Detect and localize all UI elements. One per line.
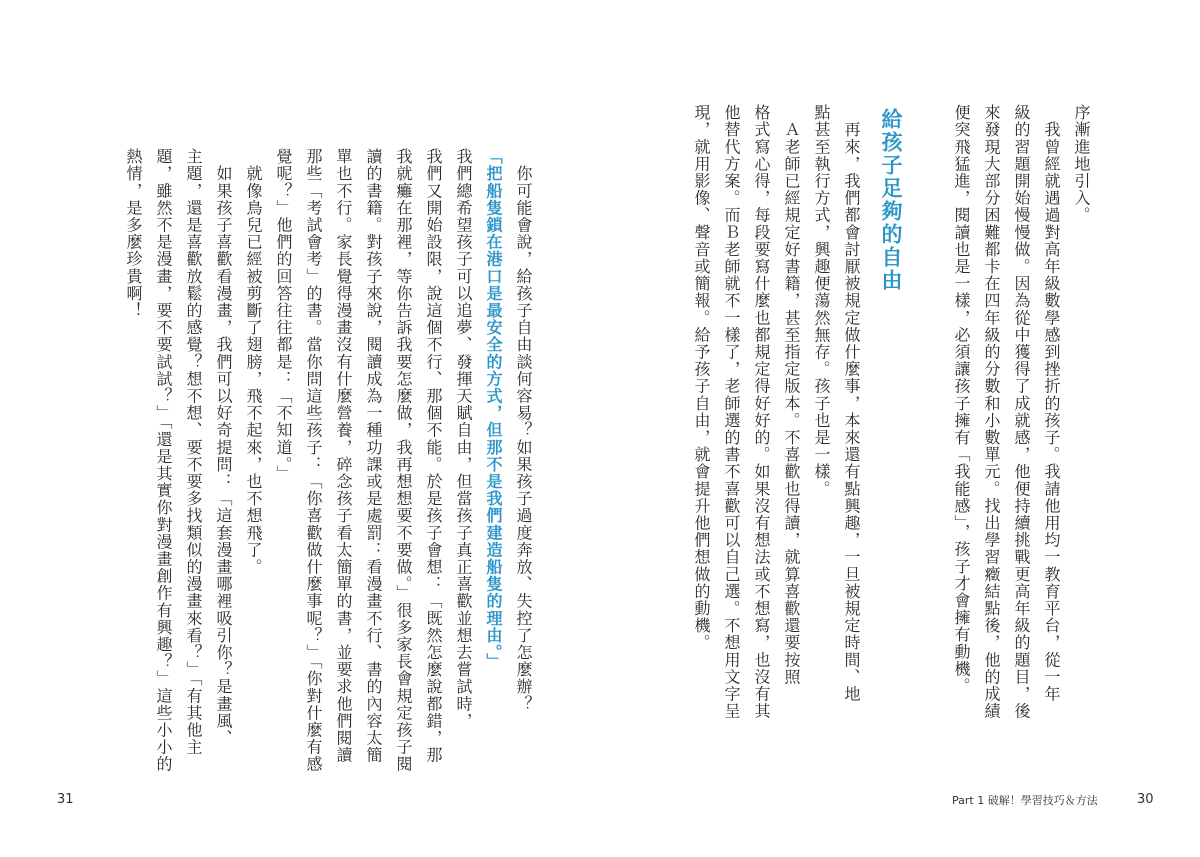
page-number: 31 xyxy=(57,792,74,807)
text-line: 序漸進地引入。 xyxy=(1072,104,1091,224)
text-line: 我們總希望孩子可以追夢、發揮天賦自由，但當孩子真正喜歡並想去嘗試時， xyxy=(454,148,473,730)
footer-part-label: Part 1 破解！學習技巧＆方法 xyxy=(952,794,1098,807)
text-line: 讀的書籍。對孩子來說，閱讀成為一種功課或是處罰：看漫畫不行、書的內容太簡 xyxy=(364,148,383,764)
text-line: 格式寫心得，每段要寫什麼也都規定得好好的。如果沒有想法或不想寫，也沒有其 xyxy=(752,104,771,720)
text-line: Ａ老師已經規定好書籍，甚至指定版本。不喜歡也得讀，就算喜歡還要按照 xyxy=(782,104,801,686)
text-line: 就像鳥兒已經被剪斷了翅膀，飛不起來，也不想飛了。 xyxy=(244,148,263,576)
text-line: 我曾經就遇過對高年級數學感到挫折的孩子。我請他用均一教育平台，從一年 xyxy=(1042,104,1061,703)
quote-line: 「把船隻鎖在港口是最安全的方式，但那不是我們建造船隻的理由。」 xyxy=(484,148,503,671)
text-line: 點甚至執行方式，興趣便蕩然無存。孩子也是一樣。 xyxy=(812,104,831,498)
text-line: 單也不行。家長覺得漫畫沒有什麼營養，碎念孩子看太簡單的書，並要求他們閱讀 xyxy=(334,148,353,764)
text-line: 如果孩子喜歡看漫畫，我們可以好奇提問：「這套漫畫哪裡吸引你？是畫風、 xyxy=(214,148,233,747)
text-line: 來發現大部分困難都卡在四年級的分數和小數單元。找出學習癥結點後，他的成績 xyxy=(982,104,1001,720)
text-line: 覺呢？」他們的回答往往都是：「不知道。」 xyxy=(274,148,293,482)
text-line: 主題，還是喜歡放鬆的感覺？想不想、要不要多找類似的漫畫來看？」「有其他主 xyxy=(184,148,203,756)
text-line: 我就癱在那裡，等你告訴我要怎麼做，我再想想要不要做。」很多家長會規定孩子閱 xyxy=(394,148,413,773)
text-line: 題，雖然不是漫畫，要不要試試？」「還是其實你對漫畫創作有興趣？」這些小小的 xyxy=(154,148,173,773)
text-line: 那些「考試會考」的書。當你問這些孩子：「你喜歡做什麼事呢？」「你對什麼有感 xyxy=(304,148,323,773)
text-line: 我們又開始設限，說這個不行、那個不能。於是孩子會想：「既然怎麼說都錯，那 xyxy=(424,148,443,764)
right-page xyxy=(600,0,1200,857)
section-heading: 給孩子足夠的自由 xyxy=(879,108,903,292)
text-line: 再來，我們都會討厭被規定做什麼事，本來還有點興趣，一旦被規定時間、地 xyxy=(842,104,861,703)
text-line: 你可能會說，給孩子自由談何容易？如果孩子過度奔放、失控了怎麼辦？ xyxy=(514,148,533,713)
text-line: 現，就用影像、聲音或簡報。給予孩子自由，就會提升他們想做的動機。 xyxy=(692,104,711,652)
text-line: 他替代方案。而Ｂ老師就不一樣了，老師選的書不喜歡可以自己選。不想用文字呈 xyxy=(722,104,741,720)
text-line: 級的習題開始慢慢做。因為從中獲得了成就感，他便持續挑戰更高年級的題目，後 xyxy=(1012,104,1031,720)
text-line: 便突飛猛進，閱讀也是一樣，必須讓孩子擁有「我能感」，孩子才會擁有動機。 xyxy=(952,104,971,695)
text-line: 熱情，是多麼珍貴啊！ xyxy=(124,148,143,319)
page-number: 30 xyxy=(1137,792,1154,807)
